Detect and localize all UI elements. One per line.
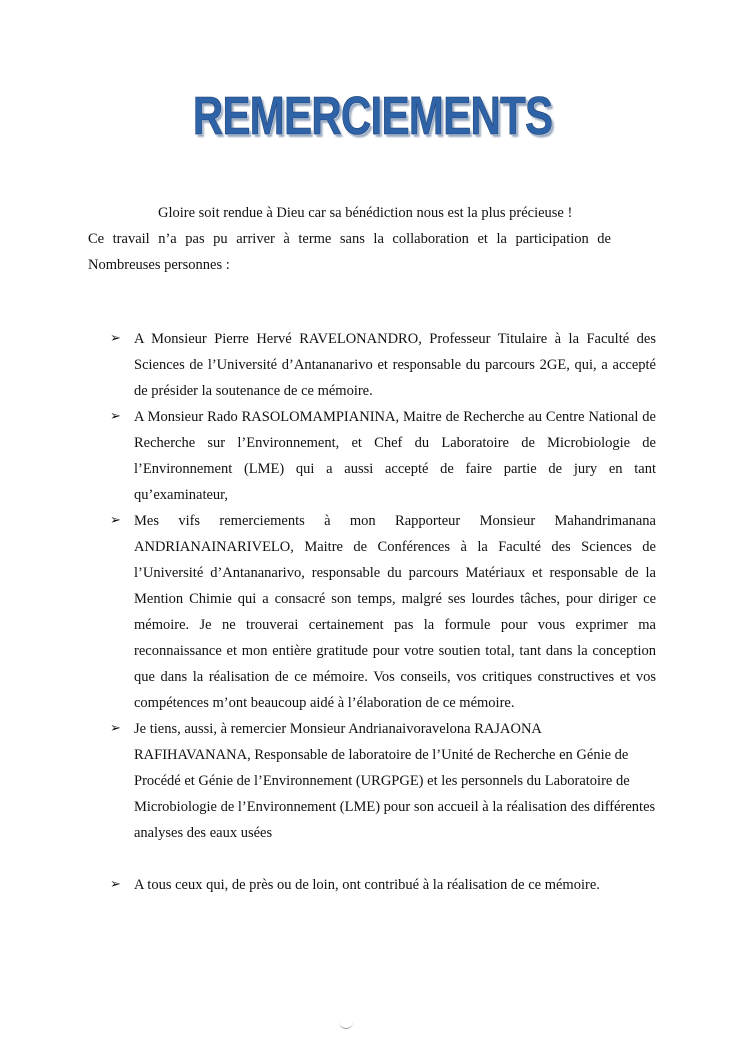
list-item-text: A Monsieur Rado RASOLOMAMPIANINA, Maitre de Recherche au Centre National de Recherche sur l’Environnement, et Chef du Laboratoire de Microbiologie de l’Environnement (LME) qui a aussi accepté de faire partie de jury en tant qu’examinateur,	[134, 409, 656, 503]
intro-line-3: Nombreuses personnes :	[88, 257, 230, 273]
list-item-text: Je tiens, aussi, à remercier Monsieur Andrianaivoravelona RAJAONA RAFIHAVANANA, Responsable de laboratoire de l’Unité de Recherche en Génie de Procédé et Génie de l’Environnement (URGPGE) et les personnels du Laboratoire de Microbiologie de l’Environnement (LME) pour son accueil à la réalisation des différentes analyses des eaux usées	[134, 721, 656, 841]
list-item-text: A Monsieur Pierre Hervé RAVELONANDRO, Professeur Titulaire à la Faculté des Sciences de l’Université d’Antananarivo et responsable du parcours 2GE, qui, a accepté de présider la soutenance de ce mémoire.	[134, 331, 656, 399]
list-item-text: A tous ceux qui, de près ou de loin, ont contribué à la réalisation de ce mémoire.	[134, 877, 600, 893]
arrow-bullet-icon: ➢	[110, 513, 121, 528]
intro-line-1: Gloire soit rendue à Dieu car sa bénédiction nous est la plus précieuse !	[158, 205, 573, 221]
list-item-text: Mes vifs remerciements à mon Rapporteur Monsieur Mahandrimanana ANDRIANAINARIVELO, Maitre de Conférences à la Faculté des Sciences de l’Université d’Antananarivo, responsable du parcours Matériaux et responsable de la Mention Chimie qui a consacré son temps, malgré ses lourdes tâches, pour diriger ce mémoire. Je ne trouverai certainement pas la formule pour vous exprimer ma reconnaissance et mon entière gratitude pour votre soutien total, tant dans la conception que dans la réalisation de ce mémoire. Vos conseils, vos critiques constructives et vos compétences m’ont beaucoup aidé à l’élaboration de ce mémoire.	[134, 513, 656, 711]
list-item	[110, 326, 656, 404]
intro-line-2: Ce travail n’a pas pu arriver à terme sans la collaboration et la participation de	[88, 231, 611, 247]
list-item	[110, 508, 656, 716]
page-footer-mark	[339, 1020, 353, 1029]
list-item	[110, 716, 656, 846]
acknowledgements-list	[110, 326, 656, 898]
arrow-bullet-icon: ➢	[110, 877, 121, 892]
list-item	[110, 872, 656, 898]
list-item	[110, 404, 656, 508]
arrow-bullet-icon: ➢	[110, 721, 121, 736]
arrow-bullet-icon: ➢	[110, 409, 121, 424]
intro-paragraph	[88, 200, 611, 278]
page-title: REMERCIEMENTS	[192, 86, 553, 146]
arrow-bullet-icon: ➢	[110, 331, 121, 346]
